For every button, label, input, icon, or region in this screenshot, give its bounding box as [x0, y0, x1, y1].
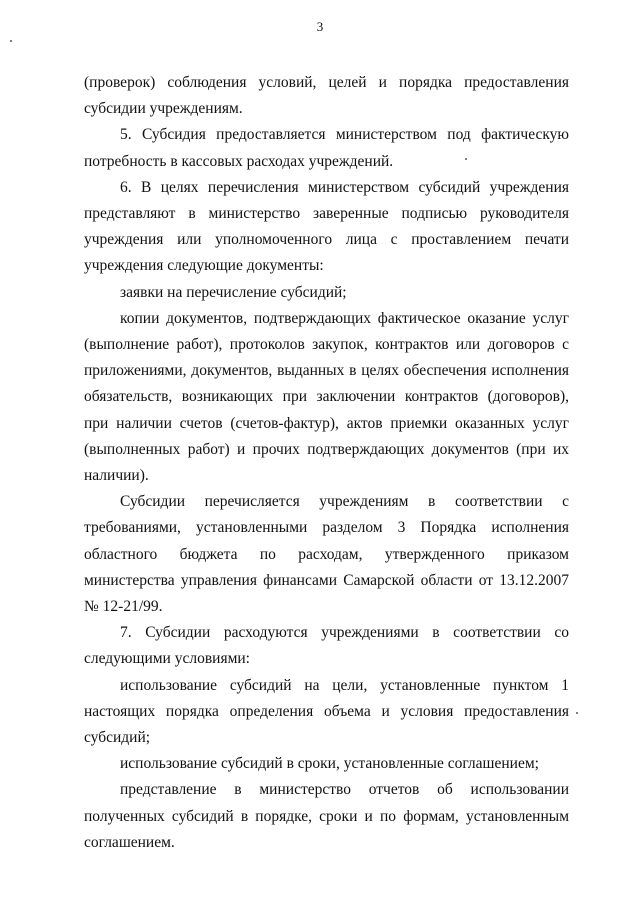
paragraph-transfer-requirements: Субсидии перечисляется учреждениям в соответствии с требованиями, установленными разделом 3 Порядка исполнения областного бюджета по расходам, утвержденного приказом министерства управления финансами Самарской области от 13.12.2007 № 12-21/99. — [84, 493, 569, 616]
paragraph-document-copies: копии документов, подтверждающих фактическое оказание услуг (выполнение работ), протоколов закупок, контрактов или договоров с приложениями, документов, выданных в целях обеспечения исполнения обязательств, возникающих при заключении контрактов (договоров), при наличии счетов (счетов-фактур), актов приемки оказанных услуг (выполненных работ) и прочих подтверждающих документов (при их наличии). — [84, 309, 569, 485]
paragraph-condition-terms: использование субсидий в сроки, установленные соглашением; — [120, 755, 539, 773]
paragraph-condition-purpose: использование субсидий на цели, установленные пунктом 1 настоящих порядка определения объема и условия предоставления субсидий; — [84, 676, 569, 747]
scan-speck — [576, 712, 578, 714]
paragraph-item-7: 7. Субсидии расходуются учреждениями в соответствии со следующими условиями: — [84, 624, 569, 668]
paragraph-subsidy-requests: заявки на перечисление субсидий; — [120, 283, 347, 301]
paragraph-item-5: 5. Субсидия предоставляется министерством под фактическую потребность в кассовых расходах учреждений. — [84, 126, 569, 170]
scan-speck — [10, 40, 12, 42]
paragraph-continuation: (проверок) соблюдения условий, целей и порядка предоставления субсидии учреждениям. — [84, 74, 569, 118]
page-number: 3 — [316, 19, 324, 34]
document-body — [84, 70, 569, 856]
paragraph-item-6: 6. В целях перечисления министерством субсидий учреждения представляют в министерство заверенные подписью руководителя учреждения или уполномоченного лица с проставлением печати учреждения следующие документы: — [84, 178, 569, 275]
scan-speck — [465, 158, 467, 160]
paragraph-condition-reports: представление в министерство отчетов об использовании полученных субсидий в порядке, сроки и по формам, установленным соглашением. — [84, 781, 569, 851]
